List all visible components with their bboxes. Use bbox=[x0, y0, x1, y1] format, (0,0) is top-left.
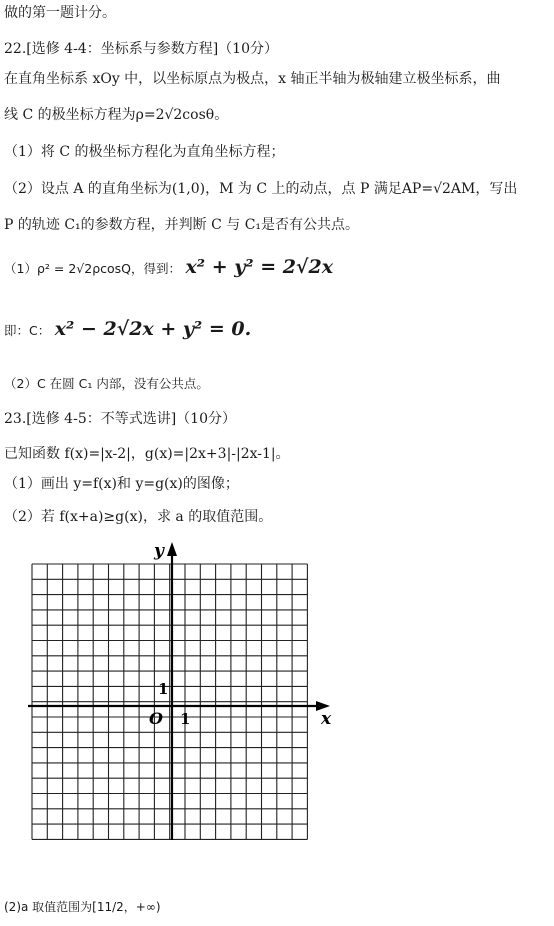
question-23-2: （2）若 f(x+a)≥g(x)，求 a 的取值范围。 bbox=[4, 509, 273, 525]
coordinate-grid bbox=[28, 540, 338, 850]
grid-lines bbox=[32, 564, 307, 839]
text-line: 在直角坐标系 xOy 中，以坐标原点为极点，x 轴正半轴为极轴建立极坐标系，曲 bbox=[4, 71, 501, 87]
answer-22-2: （2）C 在圆 C₁ 内部，没有公共点。 bbox=[4, 376, 209, 391]
final-answer: (2)a 取值范围为[11/2，+∞) bbox=[4, 900, 161, 914]
text-line: P 的轨迹 C₁的参数方程，并判断 C 与 C₁是否有公共点。 bbox=[4, 217, 360, 233]
answer-prefix: 即：C： bbox=[4, 323, 51, 338]
answer-22-1-result bbox=[4, 320, 251, 340]
problem-23-heading: 23.[选修 4-5：不等式选讲]（10分） bbox=[4, 411, 236, 427]
y-tick-label: 1 bbox=[158, 680, 169, 698]
answer-prefix: （1）ρ² = 2√2ρcosQ，得到： bbox=[4, 261, 181, 276]
text-line: 已知函数 f(x)=|x-2|，g(x)=|2x+3|-|2x-1|。 bbox=[4, 446, 290, 462]
question-22-2: （2）设点 A 的直角坐标为(1,0)，M 为 C 上的动点，点 P 满足AP=√2AM，写出 bbox=[4, 181, 518, 197]
text-line: 线 C 的极坐标方程为ρ=2√2cosθ。 bbox=[4, 107, 229, 123]
question-23-1: （1）画出 y=f(x)和 y=g(x)的图像； bbox=[4, 476, 239, 492]
text-line: 做的第一题计分。 bbox=[4, 5, 116, 21]
answer-equation: x² + y² = 2√2x bbox=[185, 256, 334, 278]
question-22-1: （1）将 C 的极坐标方程化为直角坐标方程； bbox=[4, 144, 285, 160]
origin-label: O bbox=[149, 709, 163, 728]
problem-22-heading: 22.[选修 4-4：坐标系与参数方程]（10分） bbox=[4, 41, 278, 57]
y-axis-label: y bbox=[154, 541, 164, 561]
answer-equation: x² − 2√2x + y² = 0. bbox=[54, 318, 252, 340]
answer-22-1 bbox=[4, 258, 333, 278]
x-tick-label: 1 bbox=[180, 710, 191, 728]
x-axis-label: x bbox=[321, 709, 332, 729]
y-axis-arrow-icon bbox=[167, 542, 177, 556]
